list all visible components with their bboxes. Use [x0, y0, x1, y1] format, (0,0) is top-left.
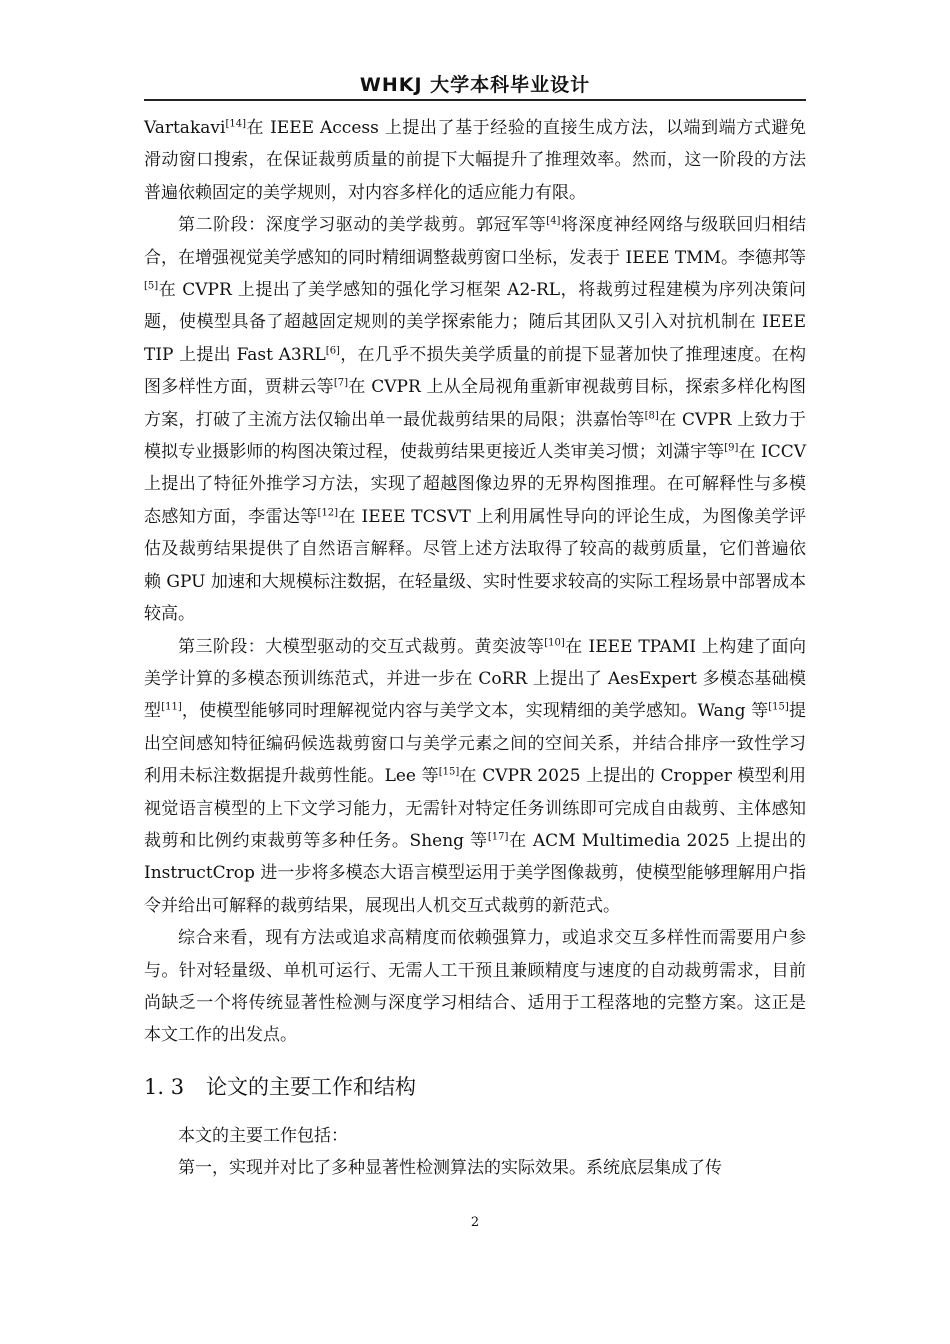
citation-ref: [5]	[144, 280, 159, 292]
text-span: 第二阶段：深度学习驱动的美学裁剪。郭冠军等	[178, 215, 547, 236]
citation-ref: [15]	[768, 701, 789, 713]
paragraph-main-work-intro: 本文的主要工作包括：	[178, 1125, 348, 1146]
page-number: 2	[470, 1215, 480, 1230]
text-span: 在 CVPR 上从全局视角重新审视裁剪目标，探索多样化构图方案，打破了主流方法仅输出单一最优裁剪结果的局限；洪嘉怡等	[144, 377, 806, 430]
section-title: 论文的主要工作和结构	[206, 1074, 416, 1099]
text-span: 在 CVPR 上提出了美学感知的强化学习框架 A2-RL，将裁剪过程建模为序列决策问题，使模型具备了超越固定规则的美学探索能力；随后其团队又引入对抗机制在 IEEE TIP 上提出 Fast A3RL	[144, 280, 806, 365]
paragraph-stage-two	[144, 209, 806, 630]
text-span: 在 CVPR 2025 上提出的 Cropper 模型利用视觉语言模型的上下文学习能力，无需针对特定任务训练即可完成自由裁剪、主体感知裁剪和比例约束裁剪等多种任务。Sheng 等	[144, 766, 806, 851]
section-heading	[144, 1070, 806, 1104]
citation-ref: [14]	[225, 118, 246, 130]
text-span: 将深度神经网络与级联回归相结合，在增强视觉美学感知的同时精细调整裁剪窗口坐标，发表于 IEEE TMM。李德邦等	[144, 215, 806, 268]
text-span: 提出空间感知特征编码候选裁剪窗口与美学元素之间的空间关系，并结合排序一致性学习利用未标注数据提升裁剪性能。Lee 等	[144, 701, 806, 787]
citation-ref: [11]	[161, 701, 182, 713]
header-rule	[144, 99, 806, 101]
text-span: 在 IEEE TPAMI 上构建了面向美学计算的多模态预训练范式，并进一步在 CoRR 上提出了 AesExpert 多模态基础模型	[144, 636, 806, 722]
text-span: 在 ICCV 上提出了特征外推学习方法，实现了超越图像边界的无界构图推理。在可解释性与多模态感知方面，李雷达等	[144, 442, 806, 527]
citation-ref: [10]	[544, 636, 565, 648]
section-number: 1. 3	[144, 1074, 185, 1099]
text-span: 在 CVPR 上致力于模拟专业摄影师的构图决策过程，使裁剪结果更接近人类审美习惯；刘潇宇等	[144, 409, 806, 463]
text-span: ，在几乎不损失美学质量的前提下显著加快了推理速度。在构图多样性方面，贾耕云等	[144, 344, 807, 398]
citation-ref: [17]	[487, 831, 509, 843]
document-body	[144, 112, 806, 1185]
text-span: 在 IEEE TCSVT 上利用属性导向的评论生成，为图像美学评估及裁剪结果提供了自然语言解释。尽管上述方法取得了较高的裁剪质量，它们普遍依赖 GPU 加速和大规模标注数据，在轻量级、实时性要求较高的实际工程场景中部署成本较高。	[144, 506, 806, 625]
text-span: ，使模型能够同时理解视觉内容与美学文本，实现精细的美学感知。Wang 等	[181, 701, 769, 722]
text-span: 在 IEEE Access 上提出了基于经验的直接生成方法，以端到端方式避免滑动窗口搜索，在保证裁剪质量的前提下大幅提升了推理效率。然而，这一阶段的方法普遍依赖固定的美学规则，对内容多样化的适应能力有限。	[144, 118, 806, 203]
page-header-title: WHKJ 大学本科毕业设计	[359, 74, 591, 96]
paragraph-summary: 综合来看，现有方法或追求高精度而依赖强算力，或追求交互多样性而需要用户参与。针对轻量级、单机可运行、无需人工干预且兼顾精度与速度的自动裁剪需求，目前尚缺乏一个将传统显著性检测与深度学习相结合、适用于工程落地的完整方案。这正是本文工作的出发点。	[144, 928, 806, 1046]
citation-ref: [9]	[724, 442, 739, 454]
text-span: Vartakavi	[144, 118, 226, 138]
paragraph-stage-three	[144, 631, 806, 923]
paragraph-main-work-first: 第一，实现并对比了多种显著性检测算法的实际效果。系统底层集成了传	[178, 1158, 722, 1179]
citation-ref: [7]	[333, 377, 349, 389]
text-span: 在 ACM Multimedia 2025 上提出的 InstructCrop 进一步将多模态大语言模型运用于美学图像裁剪，使模型能够理解用户指令并给出可解释的裁剪结果，展现出人机交互式裁剪的新范式。	[144, 830, 806, 916]
citation-ref: [6]	[325, 345, 340, 357]
citation-ref: [15]	[438, 766, 460, 778]
citation-ref: [12]	[317, 507, 339, 519]
paragraph-stage-one-end	[144, 112, 806, 209]
citation-ref: [4]	[546, 215, 561, 227]
citation-ref: [8]	[644, 410, 659, 421]
text-span: 第三阶段：大模型驱动的交互式裁剪。黄奕波等	[178, 636, 545, 657]
